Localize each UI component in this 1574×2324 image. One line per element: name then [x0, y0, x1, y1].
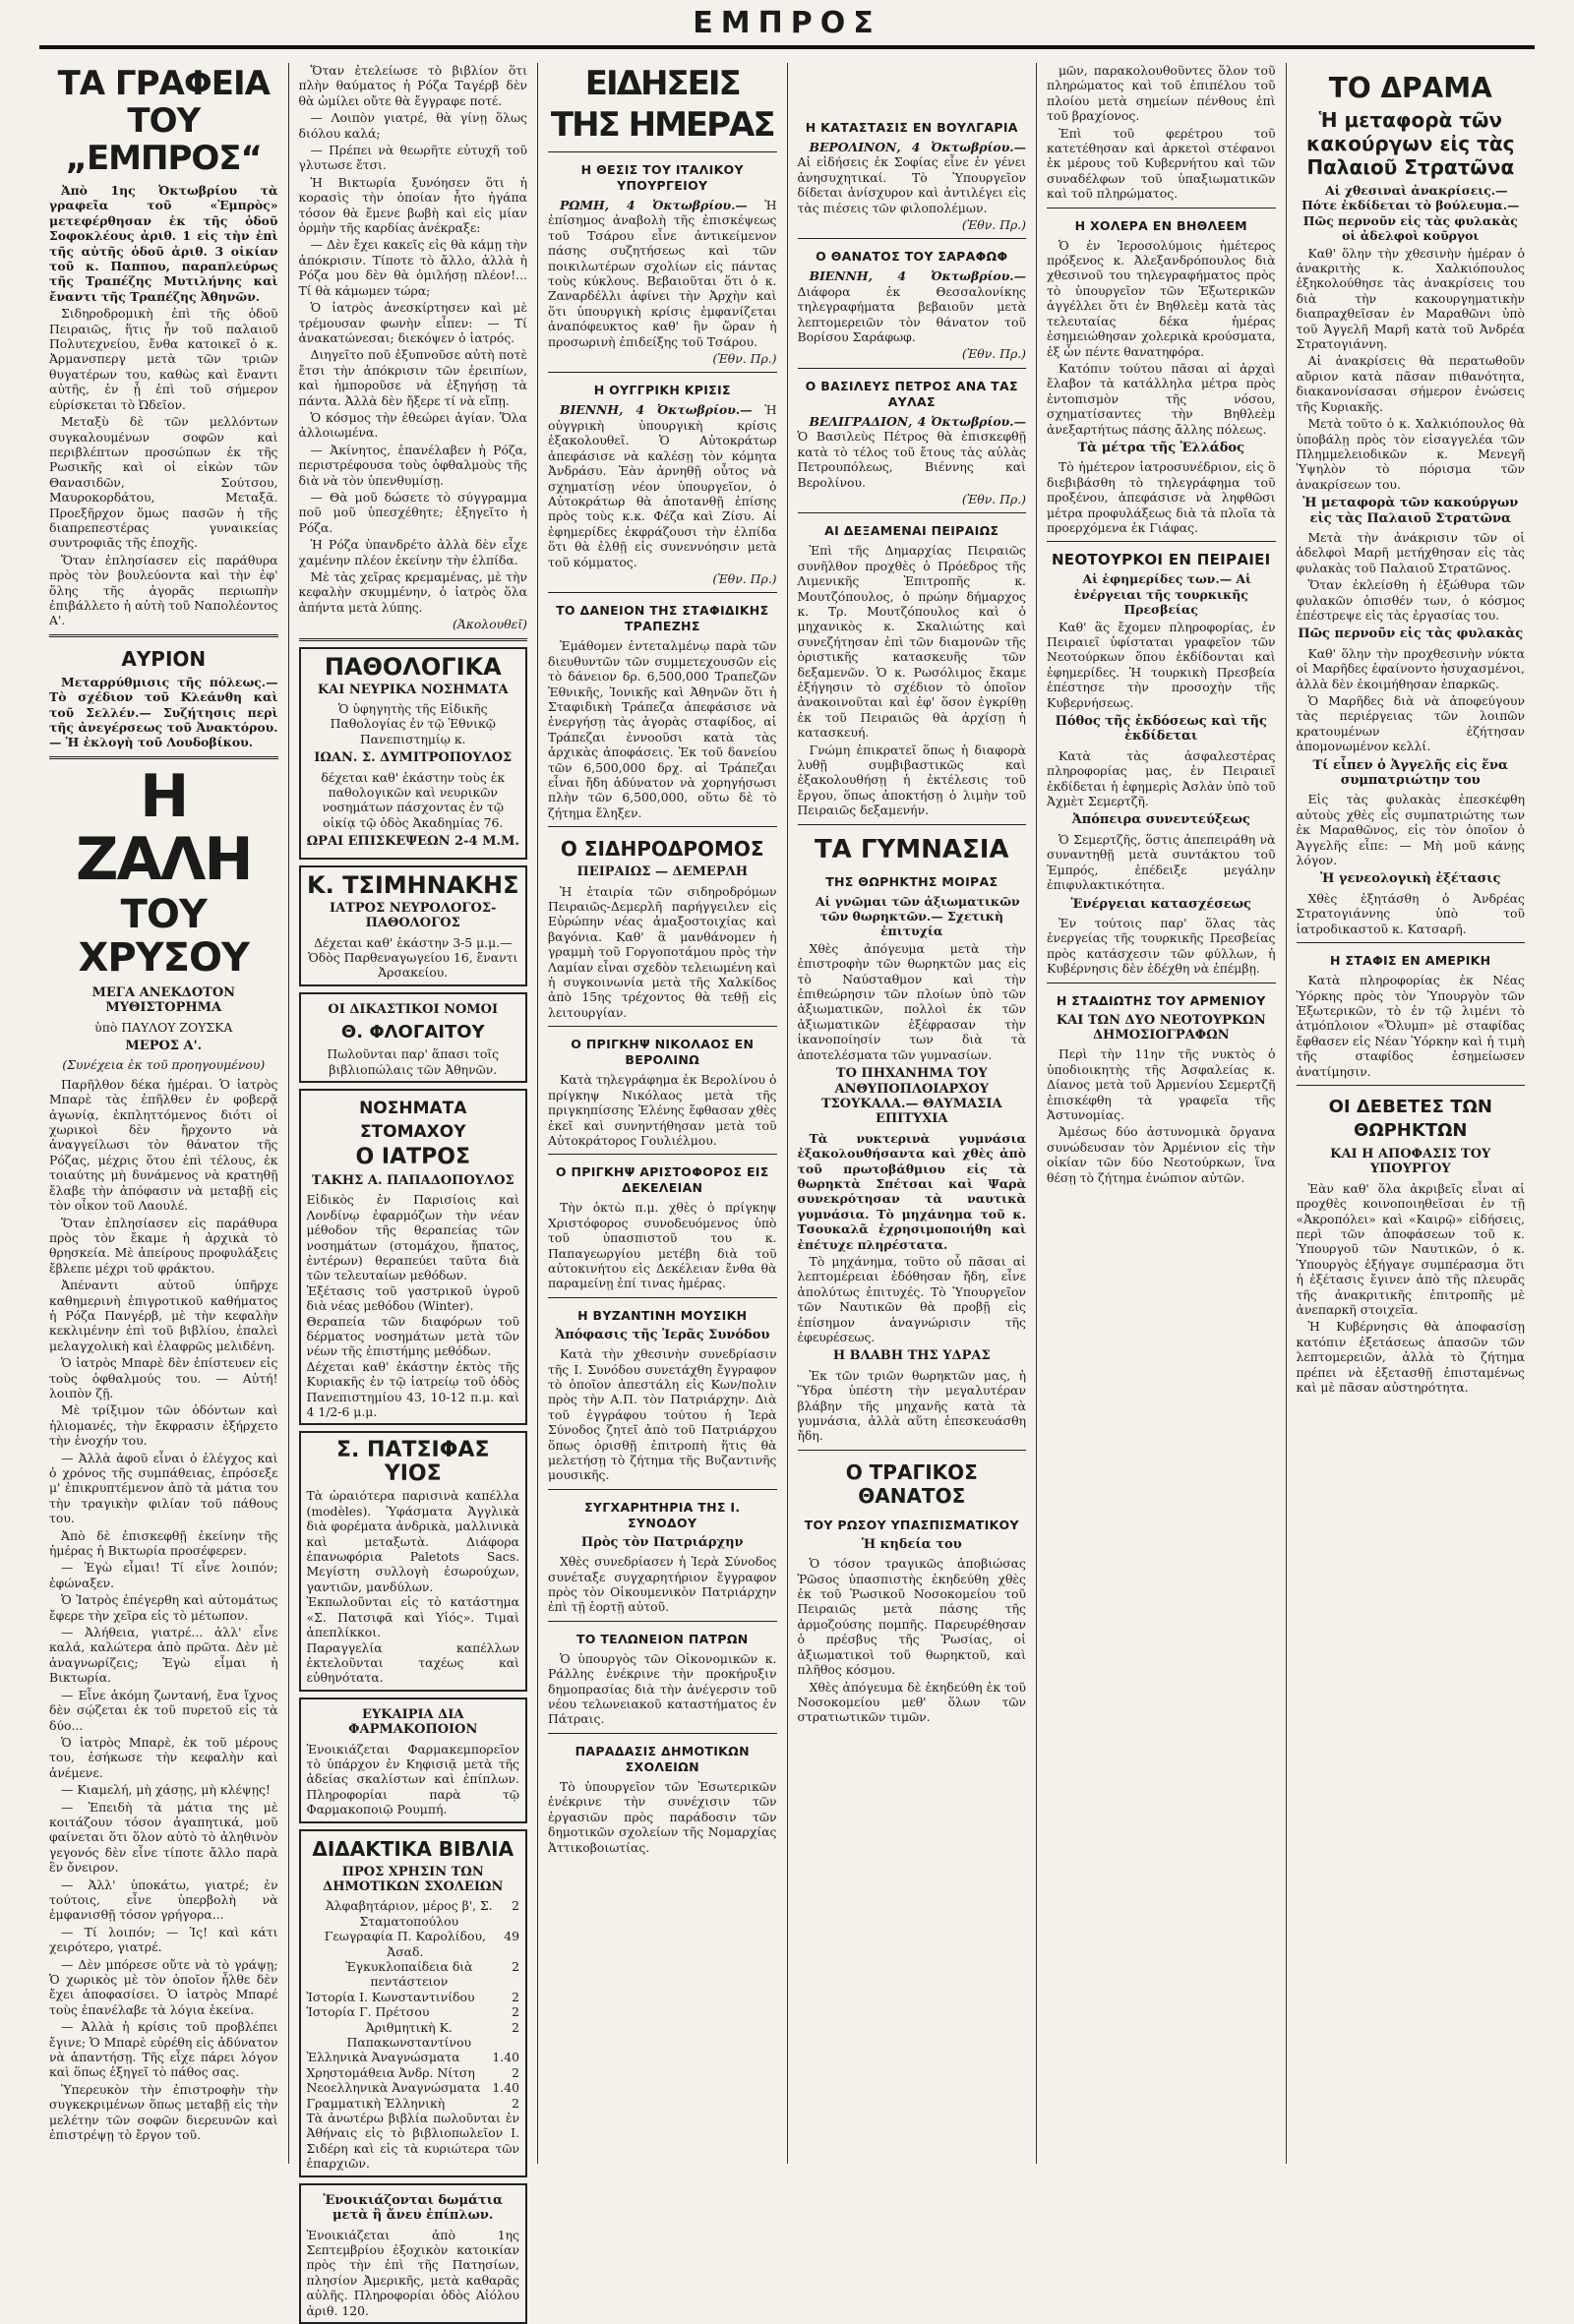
- article-text: Ἐπὶ τοῦ φερέτρου τοῦ κατετέθησαν καὶ ἀρκετοὶ στέφανοι ἐκ μέρους τοῦ Κυβερνήτου καὶ τῶν συναδέλφων τοῦ ὑπαξιωματικῶν καὶ τοῦ πληρώματος.: [1047, 125, 1276, 202]
- ad-subtitle: Ο ΙΑΤΡΟΣ: [355, 1144, 470, 1169]
- article-subheadline: ΤΟΥ ΡΩΣΟΥ ΥΠΑΣΠΙΣΜΑΤΙΚΟΥ: [804, 1517, 1019, 1532]
- article-text: Ὅταν ἐπλησίασεν εἰς παράθυρα πρὸς τὸν βουλεύοντα καὶ τὴν ἐφ' ὅλης τῆς ἀγορᾶς περιωπὴν ἐπιβάλλετο ἡ αὐτὴ τοῦ Ναπολέοντος Α'.: [49, 552, 278, 628]
- article-subheadline: Τὰ μέτρα τῆς Ἑλλάδος: [1077, 440, 1244, 455]
- article-text: Μεταξὺ δὲ τῶν μελλόντων συγκαλουμένων σοφῶν καὶ περιβλέπτων προσώπων ἐκ τῆς Ρωσικῆς καὶ οἱ εἰκὼν τῶν Θανασιδῶν, Σούτσου, Μαυροκορδάτου, Μεταξᾶ. Προεξῆρχον ὅμως πασῶν ἡ τῆς διαπρεπεστέρας γυναικείας συντροφιᾶς τῆς ἐποχῆς.: [49, 414, 278, 551]
- serial-continuation: (Συνέχεια ἐκ τοῦ προηγουμένου): [62, 1057, 266, 1073]
- divider: [798, 1450, 1027, 1451]
- book-row: [307, 2096, 520, 2111]
- offices-headline: ΤΑ ΓΡΑΦΕΙΑ ΤΟΥ „ΕΜΠΡΟΣ“: [57, 64, 270, 178]
- news-banner: ΕΙΔΗΣΕΙΣ ΤΗΣ ΗΜΕΡΑΣ: [550, 64, 774, 145]
- article-headline: ΑΙ ΔΕΞΑΜΕΝΑΙ ΠΕΙΡΑΙΩΣ: [824, 523, 999, 539]
- serial-text: Ὁ ἰατρὸς Μπαρὲ δὲν ἐπίστευεν εἰς τοὺς ὀφθαλμούς του. — Αὐτή! λοιπὸν ζῇ.: [49, 1355, 278, 1400]
- masthead: ΕΜΠΡΟΣ: [39, 6, 1535, 49]
- serial-text: Ὁ ἰατρὸς Μπαρὲ, ἐκ τοῦ μέρους του, ἐσήκωσε τὴν κεφαλὴν καὶ ἀνέμενε.: [49, 1734, 278, 1780]
- column-5: [1037, 63, 1287, 2164]
- book-row: [307, 1990, 520, 2004]
- column-2: [289, 63, 539, 2318]
- ad-text: Ὁ ὑφηγητὴς τῆς Εἰδικῆς Παθολογίας ἐν τῷ Ἐθνικῷ Πανεπιστημίῳ κ.: [330, 701, 496, 746]
- article-text: Χθὲς ἀπόγευμα μετὰ τὴν ἐπιστροφὴν τῶν θωρηκτῶν μας εἰς τὸ Ναύσταθμον καὶ τὴν ἐπιθεώρησιν τῶν πλοίων ὑπὸ τῶν ἀξιωματικῶν, πολλοὶ ἐκ τῶν ἀξιωματικῶν ἐξέφρασαν τὴν ἰκανοποίησίν των διὰ τὰ ἀποτελέσματα τῶν γυμνασίων.: [797, 940, 1026, 1062]
- source: (Ἐθν. Πρ.): [712, 351, 777, 367]
- article-headline: Ο ΤΡΑΓΙΚΟΣ ΘΑΝΑΤΟΣ: [845, 1460, 978, 1508]
- article-text: Ὁ ἐν Ἱεροσολύμοις ἡμέτερος πρόξενος κ. Ἀλεξανδρόπουλος διὰ χθεσινοῦ του τηλεγραφήματος πρὸς τὸ ὑπουργεῖον τῶν Ἐξωτερικῶν ἀγγέλλει ὅτι ἐν Βηθλεὲμ κατὰ τὰς τελευταίας δέκα ἡμέρας ἐσημειώθησαν χολερικὰ κρούσματα, ἐξ ὧν πέντε θανατηφόρα.: [1047, 237, 1276, 359]
- source: (Ἐθν. Πρ.): [961, 217, 1026, 233]
- article-subheadline: Ἡ μεταφορὰ τῶν κακούργων εἰς τὰς Παλαιοῦ Στρατῶνα: [1306, 108, 1515, 179]
- article-headline: Η ΧΟΛΕΡΑ ΕΝ ΒΗΘΛΕΕΜ: [1074, 217, 1247, 233]
- article-headline: Ο ΠΡΙΓΚΗΨ ΝΙΚΟΛΑΟΣ ΕΝ ΒΕΡΟΛΙΝΩ: [571, 1037, 755, 1068]
- column-4: [788, 63, 1038, 2164]
- serial-text: Ἡ Βικτωρία ξυνόησεν ὅτι ἡ κορασὶς τὴν ὁποίαν ἦτο ἠγάπα τόσον θὰ ἔμενε βωβὴ καὶ εἰς μίαν ὁρμὴν τῆς καρδίας ἀνέκραξε:: [298, 174, 527, 236]
- article-text: Εἰς τὰς φυλακὰς ἐπεσκέφθη αὐτοὺς χθὲς εἷς συμπατριώτης των ἐκ Μαραθῶνος, εἰς τὸν ὁποῖον ὁ Ἀγγελῆς εἶπε: — Μὴ μοῦ κάνῃς λόγον.: [1296, 792, 1525, 868]
- serial-text: Ὁ κόσμος τὴν ἐθεώρει ἁγίαν. Ὅλα ἀλλοιωμένα.: [298, 409, 527, 441]
- divider: [49, 756, 278, 759]
- ad-pharmacy: [299, 1698, 528, 1823]
- article-text: Ἐὰν καθ' ὅλα ἀκριβεῖς εἶναι αἱ προχθὲς κοινοποιηθεῖσαι ἐν τῇ «Ἀκροπόλει» καὶ «Καιρῷ» εἰδήσεις, περὶ τῶν ἀποφάσεων τοῦ κ. Ὑπουργοῦ τῶν Ναυτικῶν, ὁ κ. Ὑπουργὸς ἐξήγαγε συμπέρασμα ὅτι ἡ ἐξέτασις ἔγινεν ἀπὸ τῆς πλευρᾶς τῆς ἀνακριτικῆς ἐπιτροπῆς μὲ ἀνεπαρκῆ στοιχεῖα.: [1296, 1180, 1525, 1317]
- ad-text: Τὰ ἀνωτέρω βιβλία πωλοῦνται ἐν Ἀθήναις εἰς τὸ βιβλιοπωλεῖον Ι. Σιδέρη καὶ εἰς τὰ κυριώτερα τῶν ἐπαρχιῶν.: [306, 2111, 519, 2172]
- serial-text: — Ἐπειδὴ τὰ μάτια της μὲ κοιτάζουν τόσον ἀγαπητικά, μοῦ φαίνεται ὅτι ὅλον αὐτὸ τὸ ἀληθινὸν γεγονός δὲν εἶνε τίποτε ἄλλο παρὰ ἓν ὄνειρον.: [49, 1799, 278, 1876]
- article-headline: Η ΣΤΑΦΙΣ ΕΝ ΑΜΕΡΙΚΗ: [1330, 953, 1491, 969]
- article-subheadline: ΤΗΣ ΘΩΡΗΚΤΗΣ ΜΟΙΡΑΣ: [825, 873, 999, 889]
- source: (Ἐθν. Πρ.): [712, 570, 777, 586]
- article-subheadline: Τί εἶπεν ὁ Ἀγγελῆς εἰς ἕνα συμπατριώτην του: [1312, 757, 1509, 789]
- article-headline: Ο ΣΙΔΗΡΟΔΡΟΜΟΣ: [560, 837, 764, 862]
- article-text: Σιδηροδρομικὴ ἐπὶ τῆς ὁδοῦ Πειραιῶς, ἥτις ἦν τοῦ παλαιοῦ Πολυτεχνείου, ἔνθα κατοικεῖ ὁ κ. Ἀρμανσπεργ μετὰ τῶν τριῶν θυγατέρων του, καθὼς καὶ ἔναντι αὐτῆς, ἐν ᾗ ἐπὶ τοῦ σήμερον εὑρίσκεται τὸ Ὠδεῖον.: [49, 306, 278, 412]
- dateline: ΡΩΜΗ, 4 Ὀκτωβρίου.—: [560, 198, 748, 212]
- article-text: Κατὰ τὴν χθεσινὴν συνεδρίασιν τῆς Ι. Συνόδου συνετάχθη ἔγγραφον τὸ ὁποῖον ἀπεστάλη εἰς Κων/πολιν πρὸς τὴν Α.Π. τὸν Πατριάρχην. Διὰ τοῦ ἐγγράφου τούτου ἡ Ἱερὰ Σύνοδος ζητεῖ ἀπὸ τοῦ Πατριάρχου ὅπως ὁρισθῇ ἐπιτροπὴ ἥτις θὰ μελετήσῃ τὸ ζήτημα τῆς Βυζαντινῆς μουσικῆς.: [548, 1346, 777, 1483]
- article-headline: ΝΕΟΤΟΥΡΚΟΙ ΕΝ ΠΕΙΡΑΙΕΙ: [1051, 551, 1271, 569]
- book-title: Νεοελληνικὰ Ἀναγνώσματα: [306, 2080, 481, 2096]
- divider: [548, 1621, 777, 1622]
- article-text: Χθὲς ἐξητάσθη ὁ Ἀνδρέας Στρατογιάννης ὑπὸ τοῦ ἰατροδικαστοῦ κ. Κατσαρῆ.: [1296, 890, 1525, 936]
- serial-text: — Ἀλλ' ὑποκάτω, γιατρέ; ἐν τούτοις, εἶνε ὑπερβολὴ νὰ ἐμφανισθῇ τόσον γρήγορα...: [49, 1877, 278, 1923]
- ad-name: ΙΩΑΝ. Σ. ΔΥΜΙΤΡΟΠΟΥΛΟΣ: [314, 750, 513, 766]
- article-subheadline: Ἡ γενεολογικὴ ἐξέτασις: [1320, 871, 1501, 887]
- book-price: 2: [512, 2019, 519, 2035]
- article-text: Ἀμέσως δύο ἀστυνομικὰ ὄργανα συνώδευσαν τὸν Ἀρμένιον εἰς τὴν οἰκίαν τῶν δύο Νεοτούρκων, ἵνα θέσῃ τὸ ζήτημα ἐνώπιον αὐτῶν.: [1047, 1124, 1276, 1185]
- ad-text: Θεραπεία τῶν διαφόρων τοῦ δέρματος νοσημάτων μετὰ τῶν νέων τῆς ἐπιστήμης μεθόδων.: [306, 1313, 519, 1359]
- article-subheadline: Ἐνέργειαι κατασχέσεως: [1070, 896, 1251, 912]
- ad-text: Ἐξέτασις τοῦ γαστρικοῦ ὑγροῦ διὰ νέας μεθόδου (Winter).: [306, 1282, 519, 1314]
- article-headline: Ο ΠΡΙΓΚΗΨ ΑΡΙΣΤΟΦΟΡΟΣ ΕΙΣ ΔΕΚΕΛΕΙΑΝ: [555, 1164, 769, 1196]
- ad-patsifas: [299, 1431, 528, 1691]
- book-row: [307, 1959, 520, 1990]
- ad-text: Ἐνοικιάζεται Φαρμακεμπορεῖον τὸ ὑπάρχον ἐν Κηφισιᾷ μετὰ τῆς ἀδείας σκαλίστων καὶ ἐπίπλων. Πληροφορίαι παρὰ τῷ Φαρμακοποιῷ Ρουμπή.: [306, 1741, 519, 1817]
- article-headline: Η ΟΥΓΓΡΙΚΗ ΚΡΙΣΙΣ: [593, 383, 731, 398]
- article-headline: ΣΥΓΧΑΡΗΤΗΡΙΑ ΤΗΣ Ι. ΣΥΝΟΔΟΥ: [584, 1499, 741, 1530]
- article-subheadline: Ἀπόφασις τῆς Ἱερᾶς Συνόδου: [555, 1327, 770, 1342]
- serial-text: — Δὲν μπόρεσε οὔτε νὰ τὸ γράψῃ; Ὁ χωρικὸς μὲ τὸν ὁποῖον ἦλθε δὲν ἔχει ἀποφασίσει. Ὁ ἰατρὸς Μπαρέ τοὺς ἐπανέλαβε τὰ λόγια ἐκείνα.: [49, 1956, 278, 2017]
- serial-part: ΜΕΡΟΣ Α'.: [125, 1039, 203, 1054]
- article-headline: ΟΙ ΔΕΒΕΤΕΣ ΤΩΝ ΘΩΡΗΚΤΩΝ: [1328, 1096, 1492, 1141]
- article-lead: Ἡ κηδεία του: [861, 1536, 962, 1552]
- ad-name: Θ. ΦΛΟΓΑΙΤΟΥ: [340, 1022, 485, 1043]
- article-text: Καθ' ἃς ἔχομεν πληροφορίας, ἐν Πειραιεῖ ὑφίσταται γραφεῖον τῶν Νεοτούρκων ὅπου ἐκδίδονται καὶ ἐφημερίδες. Ἡ τουρκικὴ Πρεσβεία ἐπέστησε τὴν προσοχὴν τῆς Κυβερνήσεως.: [1047, 619, 1276, 710]
- divider: [548, 826, 777, 827]
- article-text: Μετὰ τοῦτο ὁ κ. Χαλκιόπουλος θὰ ὑποβάλῃ πρὸς τὸν εἰσαγγελέα τῶν Πλημμελειοδικῶν κ. Μενεγῆ Ὑψηλὸν τὸ πόρισμα τῶν ἀνακρίσεων του.: [1296, 416, 1525, 492]
- serial-text: Ὁ Ἰατρὸς ἐπέγερθη καὶ αὐτομάτως ἔφερε τὴν χεῖρα εἰς τὸ μέτωπον.: [49, 1592, 278, 1623]
- article-headline: ΤΟ ΤΕΛΩΝΕΙΟΝ ΠΑΤΡΩΝ: [575, 1631, 749, 1646]
- article-headline: ΤΑ ΓΥΜΝΑΣΙΑ: [814, 834, 1009, 864]
- divider: [299, 638, 528, 641]
- book-row: [307, 1929, 520, 1959]
- serial-text: — Πρέπει νὰ θεωρῆτε εὐτυχῆ τοῦ γλυτωσε ἔτσι.: [298, 143, 527, 173]
- book-row: [307, 2050, 520, 2064]
- ad-stomach: [299, 1089, 528, 1426]
- article-text: Καθ' ὅλην τὴν προχθεσινὴν νύκτα οἱ Μαρῆδες ἐφαίνοντο ἡσυχασμένοι, ἀλλὰ δὲν ἐκοιμήθησαν ἐπαρκῶς.: [1296, 645, 1525, 691]
- book-title: Ἱστορία Ι. Κωνσταντινίδου: [306, 1989, 475, 2004]
- article-headline: ΤΟ ΔΡΑΜΑ: [1328, 72, 1492, 104]
- article-subheadline: Ἀπόπειρα συνεντεύξεως: [1071, 812, 1250, 828]
- divider: [548, 1489, 777, 1490]
- book-row: [307, 2004, 520, 2019]
- article-lead: Αἱ ἐφημερίδες των.— Αἱ ἐνέργειαι τῆς τουρκικῆς Πρεσβείας: [1073, 571, 1252, 618]
- book-title: Ἀριθμητικὴ Κ. Παπακωνσταντίνου: [346, 2019, 472, 2051]
- book-title: Ἐγκυκλοπαίδεια διὰ πεντάστειον: [345, 1959, 473, 1990]
- article-subheadline: Πῶς περνοῦν εἰς τὰς φυλακὰς: [1298, 626, 1524, 642]
- article-subheadline: Η ΒΛΑΒΗ ΤΗΣ ΥΔΡΑΣ: [832, 1348, 991, 1364]
- article-headline: ΠΑΡΑΔΑΣΙΣ ΔΗΜΟΤΙΚΩΝ ΣΧΟΛΕΙΩΝ: [575, 1743, 750, 1774]
- article-text: Ὁ Σεμερτζῆς, ὅστις ἀπεπειράθη νὰ συναντηθῇ μετὰ συντάκτου τοῦ Ἐμπρός, ἐπέδειξε μεγάλην ἐπιφυλακτικότητα.: [1047, 831, 1276, 893]
- serial-text: Ὅταν ἐπλησίασεν εἰς παράθυρα πρὸς τὸν ἔκαμε ἡ ἀρχικὰ τὸ θρησκεία. Μὲ ἀπείρους προφυλάξεις ἔβλεπε μέχρι τοῦ φράκτου.: [49, 1215, 278, 1276]
- article-headline: Ο ΘΑΝΑΤΟΣ ΤΟΥ ΣΑΡΑΦΩΦ: [816, 249, 1008, 265]
- dateline: ΒΙΕΝΝΗ, 4 Ὀκτωβρίου.—: [560, 402, 753, 418]
- offices-notice: Ἀπὸ 1ης Ὀκτωβρίου τὰ γραφεῖα τοῦ «Ἐμπρὸς» μετεφέρθησαν ἐκ τῆς ὁδοῦ Σοφοκλέους ἀριθ. 1 εἰς τὴν ἐπὶ τῆς αὐτῆς ὁδοῦ ἀριθ. 3 οἰκίαν τοῦ κ. Παππου, παραπλεύρως τῆς Τραπέζης Μυτιλήνης καὶ ἔναντι τῆς Τραπέζης Ἀθηνῶν.: [49, 183, 278, 304]
- article-text: Καθ' ὅλην τὴν χθεσινὴν ἡμέραν ὁ ἀνακριτὴς κ. Χαλκιόπουλος ἐξηκολούθησε τὰς ἀνακρίσεις του διὰ τὴν κακουργηματικὴν διαπραχθεῖσαν ἐν Μαραθῶνι ὑπὸ τοῦ Ἀγγελῆ Μαρῆ κατὰ τοῦ Ἀνδρέα Στρατογιάννη.: [1296, 245, 1525, 352]
- book-price: 2: [512, 1959, 519, 1974]
- ad-title: ΕΥΚΑΙΡΙΑ ΔΙΑ ΦΑΡΜΑΚΟΠΟΙΟΝ: [348, 1706, 478, 1738]
- article-headline: Ο ΒΑΣΙΛΕΥΣ ΠΕΤΡΟΣ ΑΝΑ ΤΑΣ ΑΥΛΑΣ: [805, 378, 1018, 409]
- serial-text: — Ἀλλὰ ἡ κρίσις τοῦ προβλέπει ἔγινε; Ὁ Μπαρὲ εὐρέθη εἰς ἀδύνατον νὰ ἀπαντήσῃ. Τῆς εἶχε πάρει λόγον καὶ ὅπως ἐξηγεῖ τὸ πάθος σας.: [49, 2019, 278, 2080]
- divider: [798, 824, 1027, 825]
- article-text: Ὁ τόσον τραγικῶς ἀποβιώσας Ῥῶσος ὑπασπιστὴς ἐκηδεύθη χθὲς ἐκ τοῦ Ῥωσικοῦ Νοσοκομείου τοῦ Πειραιῶς μετὰ πάσης τῆς ἁρμοζούσης πομπῆς. Παρευρέθησαν ὁ πρέσβυς τῆς Ῥωσίας, οἱ ἀξιωματικοὶ τοῦ θωρηκτοῦ, καὶ πλῆθος κόσμου.: [797, 1556, 1026, 1678]
- ad-title: ΠΑΘΟΛΟΓΙΚΑ: [324, 652, 502, 681]
- article-text: Ἐκ τῶν τριῶν θωρηκτῶν μας, ἡ Ὕδρα ὑπέστη τὴν μεγαλυτέραν βλάβην τῆς μηχανῆς κατὰ τὰ γυμνάσια, ἀλλὰ αὕτη ἐπεσκευάσθη ἤδη.: [797, 1367, 1026, 1444]
- ad-title: ΔΙΔΑΚΤΙΚΑ ΒΙΒΛΙΑ: [312, 1836, 515, 1861]
- serial-text: — Ἀλλὰ ἀφοῦ εἶναι ὁ ἐλέγχος καὶ ὁ χρόνος τῆς συμπάθειας, ἐπρόσεξε μ' ἐπικρυπτέμενον ἀπὸ τὰ μάτια του τὴν τραγικὴν φιλίαν τοῦ πάθους του.: [49, 1450, 278, 1526]
- ad-text: Δέχεται καθ' ἑκάστην 3-5 μ.μ.— Ὁδὸς Παρθεναγωγείου 16, ἔναντι Ἀρσακείου.: [308, 934, 518, 981]
- ad-title: Ἐνοικιάζονται δωμάτια μετὰ ἢ ἄνευ ἐπίπλων.: [323, 2192, 503, 2224]
- article-lead: Αἱ γνῶμαι τῶν ἀξιωματικῶν τῶν θωρηκτῶν.— Σχετικὴ ἐπιτυχία: [815, 893, 1020, 939]
- book-price: 2: [512, 2095, 519, 2111]
- article-subheadline: ΠΕΙΡΑΙΩΣ — ΔΕΜΕΡΛΗ: [576, 864, 748, 880]
- divider: [548, 1733, 777, 1734]
- divider: [548, 1154, 777, 1155]
- ad-text: Πωλοῦνται παρ' ἅπασι τοῖς βιβλιοπώλαις τῶν Ἀθηνῶν.: [327, 1046, 500, 1077]
- serial-text: Ἀπὸ δὲ ἐπισκεφθῇ ἐκείνην τῆς ἡμέρας ἡ Βικτωρία προσέφερεν.: [49, 1527, 278, 1559]
- article-text: Κατὰ πληροφορίας ἐκ Νέας Ὑόρκης πρὸς τὸν Ὑπουργὸν τῶν Ἐξωτερικῶν, τὸ ἐν τῷ λιμένι τὸ ἀτμόπλοιον «Ὄλυμπ» μὲ σταφίδας ἔφθασεν εἰς Νέαν Ὑόρκην καὶ ἡ τιμὴ τῆς σταφίδος ἐσημείωσεν ἀνατίμησιν.: [1296, 973, 1525, 1079]
- book-price: 1.40: [492, 2080, 519, 2096]
- ad-rooms: [299, 2183, 528, 2324]
- ad-hours: ΩΡΑΙ ΕΠΙΣΚΕΨΕΩΝ 2-4 Μ.Μ.: [306, 834, 519, 850]
- article-text: Ὅταν ἐκλείσθη ἡ ἐξώθυρα τῶν φυλακῶν ὀπισθέν των, ὁ κόσμος ἐπέστρεψε εἰς τὰς ἐργασίας του.: [1296, 577, 1525, 623]
- article-text: Ἡ ἐπίσημος ἀναβολὴ τῆς ἐπισκέψεως τοῦ Τσάρου εἶνε ἀντικείμενον πάσης συζητήσεως καὶ τῶν ποικιλωτέρων σχολίων εἰς πάντας τοὺς κύκλους. Βεβαιοῦται ὅτι ὁ κ. Ζαναρδέλλι ἀφίνει τὴν Ἀρχὴν καὶ ὅτι ὑπουργικὴ κρίσις ἐμφανίζεται ἀναπόφευκτος καθ' ἣν ὥραν ἡ προσωρινὴ ἐπιδείξης τοῦ Τσάρου.: [548, 198, 777, 349]
- ad-text: δέχεται καθ' ἑκάστην τοὺς ἐκ παθολογικῶν καὶ νευρικῶν νοσημάτων πάσχοντας ἐν τῷ οἰκίᾳ τῷ ὁδὸς Ἀκαδημίας 76.: [321, 769, 506, 830]
- divider: [798, 512, 1027, 513]
- article-text: Μετὰ τὴν ἀνάκρισιν τῶν οἱ ἀδελφοὶ Μαρῆ μετήχθησαν εἰς τὰς φυλακὰς τοῦ Παλαιοῦ Στρατῶνος.: [1296, 529, 1525, 575]
- article-text: Ὁ Βασιλεὺς Πέτρος θὰ ἐπισκεφθῇ κατὰ τὸ τέλος τοῦ ἔτους τὰς αὐλὰς Πετρουπόλεως, Βιέννης καὶ Βερολίνου.: [797, 429, 1026, 490]
- atrion-text: Μεταρρύθμισις τῆς πόλεως.— Τὸ σχέδιον τοῦ Κλεάνθη καὶ τοῦ Σελλέν.— Συζήτησις περὶ τῆς ἀνεγέρσεως τοῦ Ἀνακτόρου.— Ἡ ἐκλογὴ τοῦ Λουδοβίκου.: [49, 674, 278, 750]
- article-text: Τὸ ἡμέτερον ἰατροσυνέδριον, εἰς ὃ διεβιβάσθη τὸ τηλεγράφημα τοῦ προξένου, ἀπεφάσισε νὰ ληφθῶσι μέτρα προφυλάξεως διὰ τὰ πλοῖα τὰ προερχόμενα ἐκ Γιάφας.: [1047, 459, 1276, 535]
- article-text: Ἐμάθομεν ἐντεταλμένῳ παρὰ τῶν διευθυντῶν τῶν συμμετεχουσῶν εἰς τὸ δάνειον δρ. 6,500,000 Τραπεζῶν Ἐθνικῆς, Ἰονικῆς καὶ Ἀθηνῶν ὅτι ἡ Σταφιδικὴ Τράπεζα ἀπεφάσισε νὰ ἐνεργήσῃ τὰς ἀγορὰς σταφίδος, αἱ Τράπεζαι ἐννοοῦσι κατὰ τὰς ἀρχικὰς ἀποφάσεις. Ἐκ τοῦ δανείου τῶν 6,500,000 δρχ. αἱ Τράπεζαι εἶναι ἤδη ἀδύνατον νὰ χορηγήσωσι πλὴν τῶν 6,500,000, οὕτω δὲ τὸ ζήτημα ἔληξεν.: [548, 638, 777, 820]
- serial-text: — Τί λοιπόν; — Ἰς! καὶ κάτι χειρότερο, γιατρέ.: [49, 1924, 278, 1955]
- divider: [548, 1026, 777, 1027]
- article-text: Κατὰ τηλεγράφημα ἐκ Βερολίνου ὁ πρίγκηψ Νικόλαος μετὰ τῆς πριγκηπίσσης Ἑλένης ἔφθασαν χθὲς ἐκεῖ καὶ συνηντήθησαν μετὰ τοῦ Αὐτοκράτορος Γουλιέλμου.: [548, 1072, 777, 1148]
- book-price: 1.40: [492, 2050, 519, 2065]
- divider: [798, 238, 1027, 239]
- serial-text: Διηγεῖτο ποῦ ἐξυπνοῦσε αὐτὴ ποτὲ ἔτσι τὴν ἀπόκρισιν τῶν ἐρειπίων, καὶ ἡμποροῦσε νὰ ἐξηγήσῃ τὰ πάντα. Ἀλλὰ δὲν ἤξερε τί νὰ εἴπῃ.: [298, 347, 527, 408]
- article-text: μῶν, παρακολουθοῦντες ὅλον τοῦ πληρώματος καὶ τοῦ ἐπιπέλου τοῦ πλοίου μετὰ σημείων πένθους ἐπὶ τοῦ βραχίονος.: [1047, 63, 1276, 124]
- dateline: ΒΕΛΙΓΡΑΔΙΟΝ, 4 Ὀκτωβρίου.—: [809, 413, 1026, 429]
- serial-text: — Λοιπὸν γιατρέ, θὰ γίνῃ ὅλως διόλου καλά;: [298, 110, 527, 141]
- columns: [39, 63, 1535, 2318]
- ad-subtitle: ΚΑΙ ΝΕΥΡΙΚΑ ΝΟΣΗΜΑΤΑ: [317, 682, 509, 697]
- book-row: [307, 1898, 520, 1929]
- divider: [548, 151, 777, 152]
- article-text: Ὁ ὑπουργὸς τῶν Οἰκονομικῶν κ. Ράλλης ἐνέκρινε τὴν προκήρυξιν δημοπρασίας διὰ τὴν ἀνέγερσιν τοῦ νέου τελωνειακοῦ καταστήματος ἐν Πάτραις.: [548, 1650, 777, 1727]
- article-text: Ἡ ἑταιρία τῶν σιδηροδρόμων Πειραιῶς-Δεμερλῆ παρήγγειλεν εἰς Εὐρώπην νέας ἀμαξοστοιχίας καὶ βαγόνια. Καθ' ἃ μανθάνομεν ἡ γραμμὴ τοῦ Γοργοποτάμου πρὸς τὴν Λαμίαν εἶναι σχεδὸν τελειωμένη καὶ ἡ συγκοινωνία μετὰ τῆς Χαλκίδος ἀπὸ 15ης τρέχοντος θὰ τεθῇ εἰς λειτουργίαν.: [548, 883, 777, 1020]
- serial-text: — Δὲν ἔχει κακεῖς εἰς θὰ κάμῃ τὴν ἀπόκρισιν. Τίποτε τὸ ἄλλο, ἀλλὰ ἡ Ρόζα μου δὲν θὰ ὁμιλήσῃ πλέον!... Τί θὰ κάμωμεν τώρα;: [298, 237, 527, 298]
- serial-text: Ὅταν ἐτελείωσε τὸ βιβλίον ὅτι πλὴν θαύματος ἡ Ρόζα Ταγέρβ δὲν θὰ ὠμίλει οὔτε θὰ ἔγγραφε ποτέ.: [298, 63, 527, 108]
- article-text: Ἡ οὐγγρικὴ ὑπουργικὴ κρίσις ἐξακολουθεῖ. Ὁ Αὐτοκράτωρ ἀπεφάσισε νὰ καλέσῃ τὸν κόμητα Ἀνδράσυ. Ἐὰν ἀρνηθῇ οὗτος νὰ σχηματίσῃ νέον ὑπουργεῖον, ὁ Αὐτοκράτωρ θὰ ἀποτανθῇ ἐπίσης πρὸς τοὺς κ.κ. Φέζα καὶ Ζίσυ. Αἱ ἐφημερίδες ἐκφράζουσι τὴν ἐλπίδα ὅτι θὰ ἐλθῇ εἰς συνεννόησιν μετὰ τοῦ κόμματος.: [548, 402, 777, 569]
- ad-books: [299, 1829, 528, 2177]
- column-6: [1287, 63, 1536, 2164]
- article-text: Ἐπὶ τῆς Δημαρχίας Πειραιῶς συνῆλθον προχθὲς ὁ Πρόεδρος τῆς Λιμενικῆς Ἐπιτροπῆς κ. Μουτζόπουλος, ὁ πρώην δήμαρχος κ. Τρ. Μουτζόπουλος καὶ ὁ μηχανικὸς κ. Σκαλιώτης καὶ συνεζήτησαν ἐπὶ τῶν διαμονῶν τῆς ὀριστικῆς κατασκευῆς τῶν δεξαμενῶν. Ὁ κ. Ρωσόλιμος ἔκαμε ἐξήγησιν τὸ σχέδιον τὸ ὁποῖον ἀνακοινοῦται καὶ ἐφ' ὅσον ἐγκρίθῃ ἐκ τοῦ Πειραιῶς θὰ ἀρχίσῃ ἡ κατασκευή.: [797, 543, 1026, 741]
- serial-text: Ὑπερευκὸν τὴν ἐπιστροφὴν τὴν συγκεκριμένων ὅπως μεταβῇ εἰς τὴν μελέτην τῶν σοφῶν διερευνῶν καὶ ἐπιστρέψῃ τὸ ἔργον τοῦ.: [49, 2081, 278, 2143]
- serial-text: Ἡ Ρόζα ὑπανδρέτο ἀλλὰ δὲν εἶχε χαμένην πλέον ἐκείνην τὴν ἐλπίδα.: [298, 537, 527, 567]
- book-price: 2: [512, 1989, 519, 2004]
- book-title: Γεωγραφία Π. Καρολίδου, Ἀσαδ.: [324, 1929, 486, 1959]
- serial-text: Ὁ ἰατρὸς ἀνεσκίρτησεν καὶ μὲ τρέμουσαν φωνὴν εἶπεν: — Τί ἀνακατώνεσαι; διεκόψεν ὁ ἰατρός.: [298, 300, 527, 345]
- book-price: 2: [512, 2004, 519, 2020]
- ad-text: Παραγγελία καπέλλων ἐκτελοῦνται ταχέως καὶ εὐθηνότατα.: [306, 1639, 519, 1686]
- atrion-headline: ΑΥΡΙΟΝ: [121, 646, 207, 671]
- serial-text: — Ἀκίνητος, ἐπανέλαβεν ἡ Ρόζα, περιστρέφουσα τοὺς ὀφθαλμοὺς τῆς διὰ νὰ τὸν ὑπενθυμίσῃ.: [298, 442, 527, 488]
- serial-text: Μὲ τὰς χεῖρας κρεμαμένας, μὲ τὴν κεφαλὴν σκυμμένην, ὁ ἰατρὸς ὅλα ἀπήντα μετὰ λύπης.: [298, 569, 527, 615]
- divider: [1047, 208, 1276, 209]
- serial-text: Παρῆλθον δέκα ἡμέραι. Ὁ ἰατρὸς Μπαρὲ τὰς ἐπῆλθεν ἐν φοβερᾷ ἀγωνίᾳ, ἐκπληττόμενος διότι οἱ χωρικοὶ δὲν ἤρχοντο νὰ ἀναγγείλωσι τὸν θάνατον τῆς Ρόζας, μέχρις ὅτου ἐπὶ τέλους, ἐκ τοιαύτης μὴ δυνάμενος νὰ κρατηθῇ ἔλαβε τὴν ἀπόφασιν νὰ μεταβῇ εἰς τὸν οἶκον τοῦ Λαουλέ.: [49, 1076, 278, 1214]
- book-title: Ἀλφαβητάριον, μέρος β', Σ. Σταματοπούλου: [325, 1898, 493, 1929]
- book-row: [307, 2065, 520, 2080]
- ad-pathologika: [299, 647, 528, 860]
- serial-text: — Εἶνε ἀκόμη ζωντανή, ἔνα ἴχνος δὲν σῴζεται ἐκ τοῦ πυρετοῦ εἰς τὰ δύο...: [49, 1687, 278, 1733]
- divider: [548, 372, 777, 373]
- serial-subtitle: ΜΕΓΑ ΑΝΕΚΔΟΤΟΝ ΜΥΘΙΣΤΟΡΗΜΑ: [91, 984, 236, 1016]
- book-title: Χρηστομάθεια Ἀνδρ. Νίτση: [306, 2064, 475, 2080]
- ad-subtitle: ΠΡΟΣ ΧΡΗΣΙΝ ΤΩΝ ΔΗΜΟΤΙΚΩΝ ΣΧΟΛΕΙΩΝ: [323, 1864, 504, 1894]
- article-text: Κατὰ τὰς ἀσφαλεστέρας πληροφορίας μας, ἐν Πειραιεῖ ἐκδίδεται ἡ ἐφημερὶς Ἀσλὰν ὑπὸ τοῦ Ἀχμὲτ Σεμερτζῆ.: [1047, 747, 1276, 809]
- article-headline: Η ΣΤΑΔΙΩΤΗΣ ΤΟΥ ΑΡΜΕΝΙΟΥ: [1056, 992, 1266, 1008]
- serial-title-2: ΤΟΥ ΧΡΥΣΟΥ: [78, 891, 249, 981]
- book-price: 2: [512, 2064, 519, 2080]
- source: (Ἐθν. Πρ.): [961, 346, 1026, 362]
- divider: [798, 368, 1027, 369]
- divider: [548, 1297, 777, 1298]
- divider: [49, 634, 278, 637]
- article-headline: ΤΟ ΔΑΝΕΙΟΝ ΤΗΣ ΣΤΑΦΙΔΙΚΗΣ ΤΡΑΠΕΖΗΣ: [556, 603, 769, 634]
- article-text: Τὸ μηχάνημα, τοῦτο οὗ πᾶσαι αἱ λεπτομέρειαι ἐδόθησαν ἤδη, εἶνε ἀπολύτως ἐπιτυχές. Τὸ Ὑπουργεῖον τῶν Ναυτικῶν θὰ προβῇ εἰς ἐπίσημον ἀναγνώρισιν τῆς ἐφευρέσεως.: [797, 1253, 1026, 1344]
- book-list: [307, 1898, 520, 2111]
- divider: [1047, 541, 1276, 542]
- serial-continues: (Ἀκολουθεῖ): [452, 617, 527, 632]
- ad-text: Ἐνοικιάζεται ἀπὸ 1ης Σεπτεμβρίου ἐξοχικὸν κατοικίαν πρὸς τὴν ἐπὶ τῆς Πατησίων, πλησίον Ἀμερικῆς, μετὰ καθαρᾶς αὐλῆς. Πληροφορίαι ὁδὸς Αἰόλου ἀριθ. 120.: [306, 2227, 519, 2318]
- banner-spacer: [798, 63, 1027, 110]
- article-text: Τὰ νυκτερινὰ γυμνάσια ἐξακολουθήσαντα καὶ χθὲς ἀπὸ τοῦ πρωτοβάθμιου εἰς τὰ θωρηκτὰ Σπέτσαι καὶ Ψαρὰ συνεκρότησαν τὰ ναυτικὰ γυμνάσια. Τὸ μηχάνημα τοῦ κ. Τσουκαλᾶ ἐχρησιμοποιήθη καὶ ἐπέτυχε πληρέστατα.: [797, 1130, 1026, 1252]
- ad-title: ΟΙ ΔΙΚΑΣΤΙΚΟΙ ΝΟΜΟΙ: [328, 1001, 499, 1017]
- serial-title: Η ΖΑΛΗ: [75, 761, 252, 894]
- ad-tsimhnakhs: [299, 865, 528, 986]
- book-price: 2: [512, 1898, 519, 1914]
- dateline: ΒΙΕΝΝΗ, 4 Ὀκτωβρίου.—: [809, 268, 1026, 284]
- ad-text: Τὰ ὡραιότερα παρισινὰ καπέλλα (modèles). Ὑφάσματα Ἀγγλικὰ διὰ φορέματα ἀνδρικὰ, μαλλινικὰ καὶ μεταξωτὰ. Διάφορα ἐπανωφόρια Paletots Sacs. Μεγίστη συλλογὴ ἐσωρούχων, γαντιῶν, μανδύλων.: [306, 1488, 519, 1594]
- ad-name: ΤΑΚΗΣ Α. ΠΑΠΑΔΟΠΟΥΛΟΣ: [311, 1172, 515, 1188]
- book-title: Ἐλληνικὰ Ἀναγνώσματα: [306, 2050, 460, 2065]
- article-text: Αἱ εἰδήσεις ἐκ Σοφίας εἶνε ἐν γένει ἀνησυχητικαί. Τὸ Ὑπουργεῖον δίδεται ἀνίσχυρον καὶ ἀντιλέγει εἰς τὰς πιέσεις τῶν φιλοπολέμων.: [797, 154, 1026, 215]
- book-row: [307, 2080, 520, 2095]
- article-headline: Η ΒΥΖΑΝΤΙΝΗ ΜΟΥΣΙΚΗ: [577, 1307, 748, 1323]
- dateline: ΒΕΡΟΛΙΝΟΝ, 4 Ὀκτωβρίου.—: [809, 140, 1026, 154]
- ad-nomoi: [299, 992, 528, 1083]
- ad-text: Εἰδικὸς ἐν Παρισίοις καὶ Λονδίνῳ ἐφαρμόζων τὴν νέαν μέθοδον τῆς θεραπείας τῶν νοσημάτων (στομάχου, ἥπατος, ἐντέρων) θεραπεύει ταῦτα διὰ τῶν τελευταίων μεθόδων.: [306, 1192, 519, 1283]
- article-text: Τὸ ὑπουργεῖον τῶν Ἐσωτερικῶν ἐνέκρινε τὴν συνέχισιν τῶν ἐργασιῶν πρὸς παράδοσιν τῶν δημοτικῶν σχολείων τῆς Νομαρχίας Ἀττικοβοιωτίας.: [548, 1778, 777, 1855]
- divider: [548, 592, 777, 593]
- article-text: Κατόπιν τούτου πᾶσαι αἱ ἀρχαὶ ἔλαβον τὰ κατάλληλα μέτρα πρὸς ἐντοπισμὸν τῆς νόσου, σχηματίσαντες τὴν Βηθλεὲμ ἀνεξαρτήτως πάσης ἄλλης πόλεως.: [1047, 360, 1276, 437]
- column-1: [39, 63, 289, 2164]
- article-text: Γνώμη ἐπικρατεῖ ὅπως ἡ διαφορὰ λυθῇ συμβιβαστικῶς καὶ ἐξακολουθήσῃ ἡ ἐκτέλεσις τοῦ ἔργου, ὅπως ἀποκτήσῃ ὁ λιμὴν τοῦ Πειραιῶς δεξαμενήν.: [797, 742, 1026, 818]
- article-text: Χθὲς συνεδρίασεν ἡ Ἱερὰ Σύνοδος συνέταξε συγχαρητήριον ἔγγραφον πρὸς τὸν Οἰκουμενικὸν Πατριάρχην ἐπὶ τῇ ἑορτῇ αὐτοῦ.: [548, 1554, 777, 1615]
- serial-text: — Ἐγὼ εἶμαι! Τί εἶνε λοιπόν; ἐφώναξεν.: [49, 1560, 278, 1590]
- book-title: Ἱστορία Γ. Πρέτσου: [306, 2004, 430, 2020]
- article-text: Ἡ Κυβέρνησις θὰ ἀποφασίσῃ κατόπιν ἐξετάσεως ἁπασῶν τῶν λεπτομερειῶν, ἀλλὰ τὸ ζήτημα πρέπει νὰ ἐξετασθῇ ἐπισταμένως καὶ μὲ πᾶσαν αὐστηρότητα.: [1296, 1319, 1525, 1396]
- ad-text: Ἐκπωλοῦνται εἰς τὸ κατάστημα «Σ. Πατσιφᾶ καὶ Υἱός». Τιμαὶ ἀπεπλίκκοι.: [306, 1594, 519, 1640]
- serial-text: — Κιαμελή, μὴ χάσῃς, μὴ κλέψῃς!: [61, 1782, 271, 1798]
- divider: [1297, 1085, 1526, 1086]
- ad-subtitle: ΙΑΤΡΟΣ ΝΕΥΡΟΛΟΓΟΣ-ΠΑΘΟΛΟΓΟΣ: [330, 900, 497, 931]
- serial-author: ὑπὸ ΠΑΥΛΟΥ ΖΟΥΣΚΑ: [94, 1019, 233, 1035]
- article-subheadline: Πόθος τῆς ἐκδόσεως καὶ τῆς ἐκδίδεται: [1055, 714, 1267, 745]
- article-text: Ἐν τούτοις παρ' ὅλας τὰς ἐνεργείας τῆς τουρκικῆς Πρεσβείας πρὸς κατάσχεσιν τῶν φύλλων, ἡ Κυβέρνησις δὲν ἐδέχθη νὰ ἐπέμβῃ.: [1047, 915, 1276, 977]
- ad-title: Σ. ΠΑΤΣΙΦΑΣ ΥΙΟΣ: [336, 1438, 490, 1487]
- serial-text: — Ἀλήθεια, γιατρέ... ἀλλ' εἶνε καλά, καλώτερα ἀπὸ πρῶτα. Δὲν μὲ ἀναγνωρίζεις; Ἐγὼ εἶμαι ἡ Βικτωρία.: [49, 1625, 278, 1686]
- serial-text: Μὲ τρίξιμον τῶν ὀδόντων καὶ ἡλιομανές, τὴν ἔκφρασιν ἐξήρχετο τὴν ἑνοχήν του.: [49, 1402, 278, 1449]
- article-text: Διάφορα ἐκ Θεσσαλονίκης τηλεγραφήματα βεβαιοῦν μετὰ λεπτομερειῶν τὸν θάνατον τοῦ Βορίσου Σαράφωφ.: [797, 283, 1026, 345]
- article-text: Αἱ ἀνακρίσεις θὰ περατωθοῦν αὔριον κατὰ πᾶσαν πιθανότητα, διακανονίσασαι σήμερον ἑνώσεις τῆς Κυριακῆς.: [1296, 353, 1525, 414]
- serial-text: — Θὰ μοῦ δώσετε τὸ σύγγραμμα ποῦ μοῦ ὑπεσχέθητε; ἐξηγεῖτο ἡ Ρόζα.: [298, 489, 527, 535]
- article-text: Περὶ τὴν 11ην τῆς νυκτὸς ὁ ὑποδιοικητὴς τῆς Ἀσφαλείας κ. Δίανος μετὰ τοῦ Ἀρμενίου Σεμερτζῆ ἐπισκέφθη τὰ γραφεῖα τῆς Ἀστυνομίας.: [1047, 1046, 1276, 1122]
- ad-hours: Δέχεται καθ' ἑκάστην ἐκτὸς τῆς Κυριακῆς ἐν τῷ ἰατρείῳ τοῦ ὁδὸς Πανεπιστημίου 43, 10-12 π.μ. καὶ 4 1/2-6 μ.μ.: [306, 1358, 519, 1420]
- article-subheadline: ΚΑΙ ΤΩΝ ΔΥΟ ΝΕΟΤΟΥΡΚΩΝ ΔΗΜΟΣΙΟΓΡΑΦΩΝ: [1056, 1012, 1266, 1043]
- book-price: 49: [504, 1929, 519, 1944]
- article-text: Ὁ Μαρῆδες διὰ νὰ ἀποφεύγουν τὰς περιέργειας τῶν λοιπῶν κρατουμένων ἐζήτησαν ἀπομονωμένον κελλί.: [1296, 693, 1525, 754]
- source: (Ἐθν. Πρ.): [961, 491, 1026, 507]
- serial-text: Ἀπέναντι αὐτοῦ ὑπῆρχε καθημερινὴ ἐπιγροτικοῦ καθήματος ἡ Ρόζα Πανγέρβ, μὲ τὴν κεφαλὴν κεκλιμένην ἐπὶ τοῦ βιβλίου, ἐπαλεὶ μελαγχολικὴ καὶ ἐλαφρῶς μελιδένη.: [49, 1278, 278, 1353]
- article-subheadline: Πρὸς τὸν Πατριάρχην: [580, 1534, 744, 1550]
- article-text: Τὴν ὀκτὼ π.μ. χθὲς ὁ πρίγκηψ Χριστόφορος συνοδευόμενος ὑπὸ τοῦ ὑπασπιστοῦ του κ. Παπαγεωργίου μετέβη διὰ τοῦ αὐτοκινήτου εἰς Δεκέλειαν ἔνθα θὰ παραμείνῃ ἐπί τινας ἡμέρας.: [548, 1200, 777, 1291]
- column-3: [538, 63, 788, 2164]
- article-headline: Η ΚΑΤΑΣΤΑΣΙΣ ΕΝ ΒΟΥΛΓΑΡΙΑ: [805, 120, 1018, 135]
- ad-title: ΝΟΣΗΜΑΤΑ ΣΤΟΜΑΧΟΥ: [359, 1098, 467, 1142]
- article-headline: Η ΘΕΣΙΣ ΤΟΥ ΙΤΑΛΙΚΟΥ ΥΠΟΥΡΓΕΙΟΥ: [580, 162, 744, 193]
- article-subheadline: Ἡ μεταφορὰ τῶν κακούργων εἰς τὰς Παλαιοῦ Στρατῶνα: [1302, 496, 1519, 526]
- article-subheadline: ΚΑΙ Η ΑΠΟΦΑΣΙΣ ΤΟΥ ΥΠΟΥΡΓΟΥ: [1330, 1146, 1491, 1177]
- book-row: [307, 2020, 520, 2051]
- article-text: Χθὲς ἀπόγευμα δὲ ἐκηδεύθη ἐκ τοῦ Νοσοκομείου μεθ' ὅλων τῶν στρατιωτικῶν τιμῶν.: [797, 1679, 1026, 1725]
- article-subheadline: ΤΟ ΠΗΧΑΝΗΜΑ ΤΟΥ ΑΝΘΥΠΟΠΛΟΙΑΡΧΟΥ ΤΣΟΥΚΑΛΑ.— ΘΑΥΜΑΣΙΑ ΕΠΙΤΥΧΙΑ: [820, 1066, 1002, 1127]
- article-lead: Αἱ χθεσιναὶ ἀνακρίσεις.— Πότε ἐκδίδεται τὸ βούλευμα.— Πῶς περνοῦν εἰς τὰς φυλακὰς οἱ ἀδελφοὶ κοῦργοι: [1302, 183, 1520, 244]
- divider: [1297, 942, 1526, 943]
- ad-title: Κ. ΤΣΙΜΗΝΑΚΗΣ: [307, 870, 519, 899]
- book-title: Γραμματικὴ Ἑλληνικὴ: [306, 2095, 446, 2111]
